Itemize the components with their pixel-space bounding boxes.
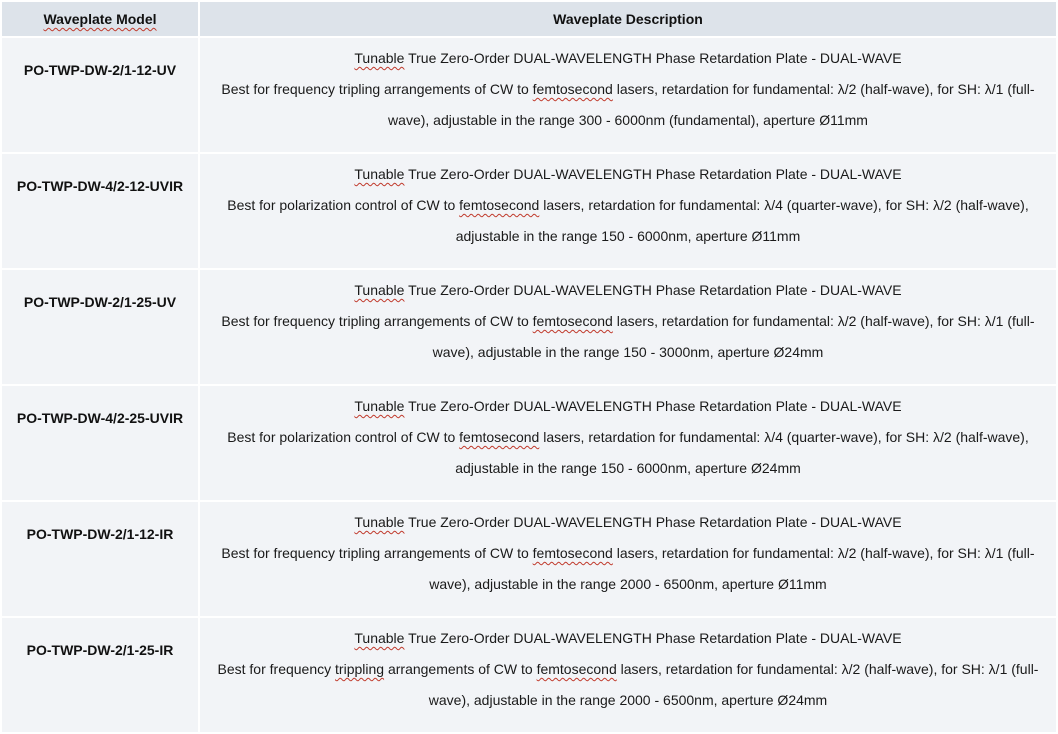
description-cell xyxy=(200,386,1056,500)
table-row xyxy=(2,38,1056,152)
body-text: Best for polarization control of CW to xyxy=(227,197,460,213)
description-title xyxy=(206,43,1050,74)
description-cell xyxy=(200,618,1056,732)
table-row xyxy=(2,270,1056,384)
description-title xyxy=(206,275,1050,306)
title-text: True Zero-Order DUAL-WAVELENGTH Phase Retardation Plate - DUAL-WAVE xyxy=(404,398,902,414)
spellcheck-word: femtosecond xyxy=(459,429,540,445)
body-text: lasers, retardation for fundamental: λ/2 (half-wave), for SH: λ/1 (full-wave), adjustable in the range 2000 - 6500nm, aperture Ø11mm xyxy=(429,545,1035,592)
body-text: lasers, retardation for fundamental: λ/2 (half-wave), for SH: λ/1 (full-wave), adjustable in the range 2000 - 6500nm, aperture Ø24mm xyxy=(428,661,1039,708)
model-cell xyxy=(2,618,198,732)
body-text: Best for frequency tripling arrangements of CW to xyxy=(221,81,533,97)
body-text: Best for polarization control of CW to xyxy=(227,429,460,445)
spellcheck-word: femtosecond xyxy=(532,545,613,561)
description-body xyxy=(206,74,1050,136)
description-title xyxy=(206,159,1050,190)
table-row xyxy=(2,154,1056,268)
description-title xyxy=(206,507,1050,538)
spellcheck-word: Tunable xyxy=(354,166,405,182)
table-row xyxy=(2,502,1056,616)
model-name: PO-TWP-DW-2/1-25-UV xyxy=(23,294,177,310)
spellcheck-word: Tunable xyxy=(354,630,405,646)
spellcheck-word: femtosecond xyxy=(459,197,540,213)
title-text: True Zero-Order DUAL-WAVELENGTH Phase Retardation Plate - DUAL-WAVE xyxy=(404,50,902,66)
body-text: Best for frequency tripling arrangements of CW to xyxy=(221,545,533,561)
description-body xyxy=(206,654,1050,716)
header-model xyxy=(2,2,198,36)
table-row xyxy=(2,618,1056,732)
model-name: PO-TWP-DW-2/1-12-UV xyxy=(23,62,177,78)
description-cell xyxy=(200,154,1056,268)
body-text: lasers, retardation for fundamental: λ/4 (quarter-wave), for SH: λ/2 (half-wave), adjustable in the range 150 - 6000nm, aperture Ø11mm xyxy=(455,197,1029,244)
description-body xyxy=(206,422,1050,484)
spellcheck-word: Tunable xyxy=(354,50,405,66)
model-cell xyxy=(2,154,198,268)
spellcheck-word: Tunable xyxy=(354,282,405,298)
body-text: lasers, retardation for fundamental: λ/4 (quarter-wave), for SH: λ/2 (half-wave), adjustable in the range 150 - 6000nm, aperture Ø24mm xyxy=(455,429,1029,476)
spellcheck-word: femtosecond xyxy=(536,661,617,677)
body-text: Best for frequency xyxy=(217,661,336,677)
body-text: arrangements of CW to xyxy=(384,661,537,677)
model-cell xyxy=(2,270,198,384)
body-text: lasers, retardation for fundamental: λ/2 (half-wave), for SH: λ/1 (full-wave), adjustable in the range 300 - 6000nm (fundamental), aperture Ø11mm xyxy=(388,81,1035,128)
header-row xyxy=(2,2,1056,36)
description-body xyxy=(206,306,1050,368)
header-description xyxy=(200,2,1056,36)
model-name: PO-TWP-DW-2/1-12-IR xyxy=(26,526,174,542)
model-cell xyxy=(2,386,198,500)
model-name: PO-TWP-DW-4/2-12-UVIR xyxy=(16,178,184,194)
model-cell xyxy=(2,38,198,152)
body-text: Best for frequency tripling arrangements of CW to xyxy=(221,313,533,329)
description-title xyxy=(206,391,1050,422)
spellcheck-word: trippling xyxy=(335,661,385,677)
description-title xyxy=(206,623,1050,654)
spellcheck-word: Tunable xyxy=(354,514,405,530)
description-cell xyxy=(200,502,1056,616)
spellcheck-word: femtosecond xyxy=(532,81,613,97)
spellcheck-word: Tunable xyxy=(354,398,405,414)
description-cell xyxy=(200,38,1056,152)
header-description-label: Waveplate Description xyxy=(553,11,703,27)
title-text: True Zero-Order DUAL-WAVELENGTH Phase Retardation Plate - DUAL-WAVE xyxy=(404,514,902,530)
description-body xyxy=(206,538,1050,600)
spellcheck-word: femtosecond xyxy=(532,313,613,329)
title-text: True Zero-Order DUAL-WAVELENGTH Phase Retardation Plate - DUAL-WAVE xyxy=(404,282,902,298)
description-body xyxy=(206,190,1050,252)
model-name: PO-TWP-DW-2/1-25-IR xyxy=(26,642,174,658)
title-text: True Zero-Order DUAL-WAVELENGTH Phase Retardation Plate - DUAL-WAVE xyxy=(404,630,902,646)
table-row xyxy=(2,386,1056,500)
model-cell xyxy=(2,502,198,616)
description-cell xyxy=(200,270,1056,384)
body-text: lasers, retardation for fundamental: λ/2 (half-wave), for SH: λ/1 (full-wave), adjustable in the range 150 - 3000nm, aperture Ø24mm xyxy=(432,313,1035,360)
header-model-label: Waveplate Model xyxy=(43,11,157,27)
model-name: PO-TWP-DW-4/2-25-UVIR xyxy=(16,410,184,426)
title-text: True Zero-Order DUAL-WAVELENGTH Phase Retardation Plate - DUAL-WAVE xyxy=(404,166,902,182)
